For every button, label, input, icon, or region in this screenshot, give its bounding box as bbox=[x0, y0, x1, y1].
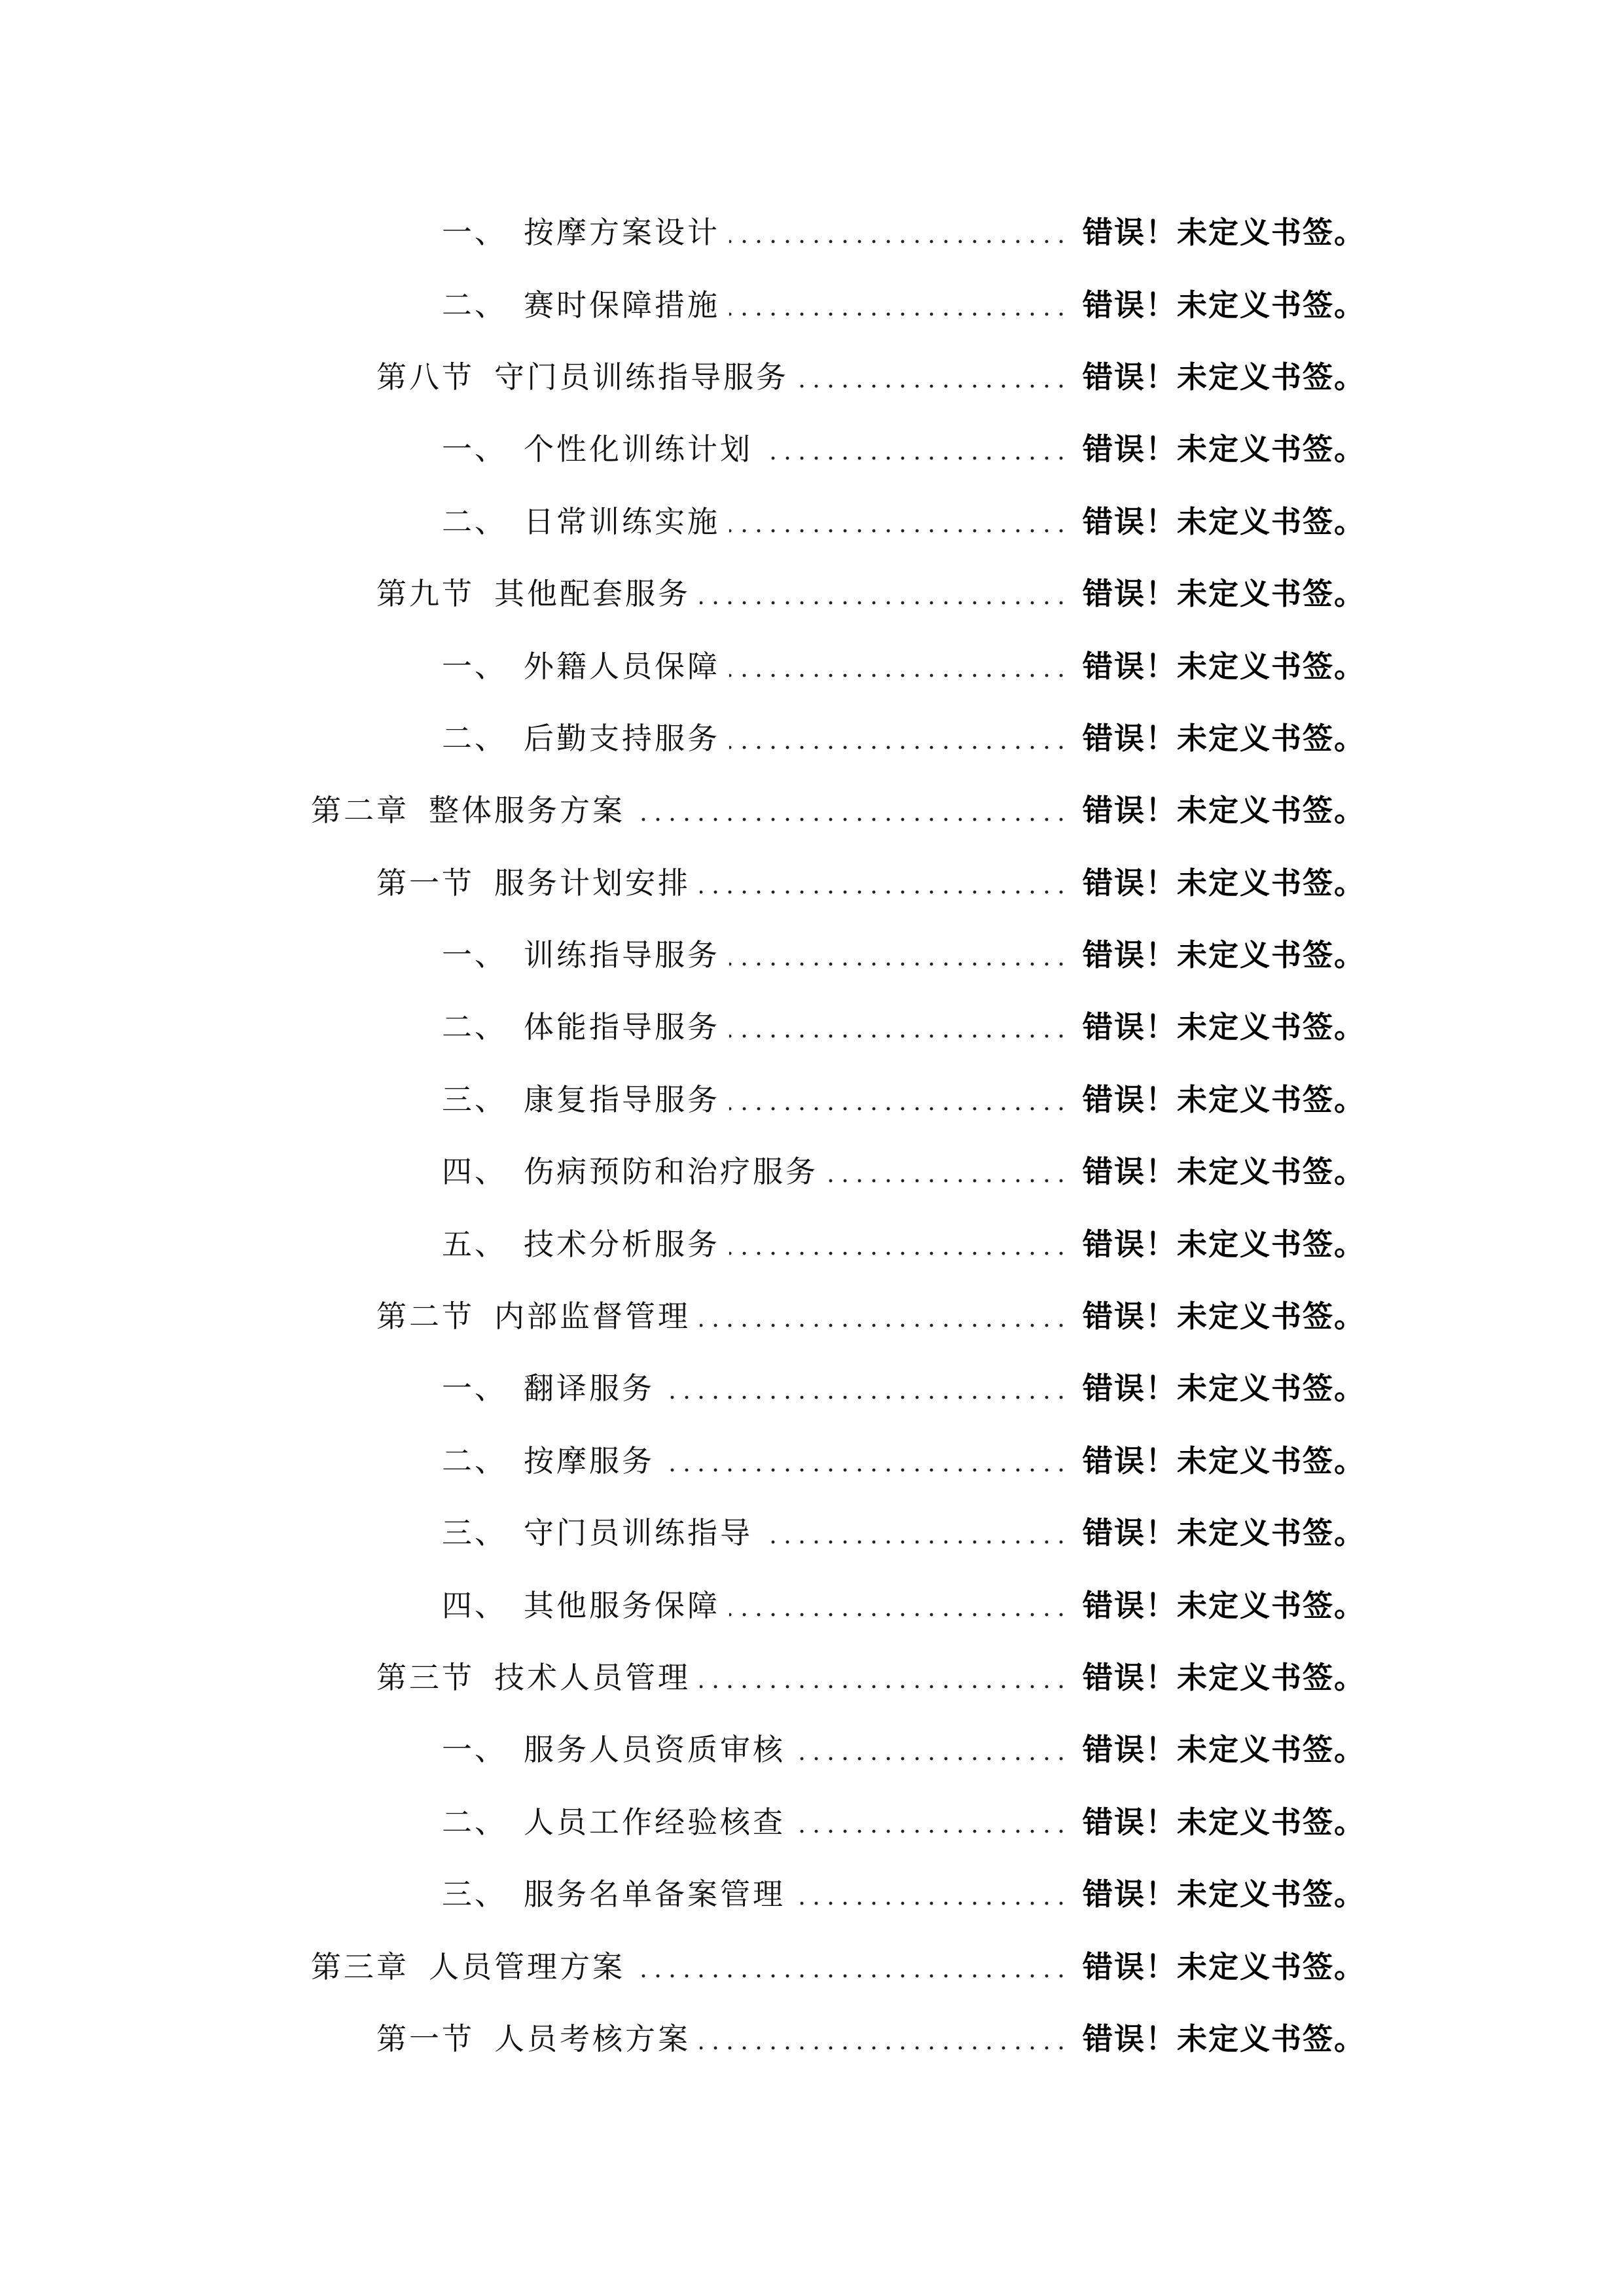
toc-entry-title: 守门员训练指导 bbox=[524, 1515, 753, 1551]
toc-dot-leader bbox=[729, 1021, 1068, 1051]
toc-entry-number: 一、 bbox=[442, 1371, 507, 1407]
toc-dot-leader bbox=[795, 1816, 1068, 1846]
toc-dot-leader bbox=[729, 1238, 1068, 1268]
toc-dot-leader bbox=[729, 299, 1068, 329]
toc-entry-title: 守门员训练指导服务 bbox=[494, 359, 789, 395]
toc-entry[interactable] bbox=[0, 196, 1624, 268]
toc-entry[interactable] bbox=[0, 630, 1624, 702]
toc-entry-title: 人员考核方案 bbox=[494, 2020, 691, 2056]
toc-dot-leader bbox=[700, 1310, 1068, 1340]
toc-dot-leader bbox=[729, 1600, 1068, 1630]
toc-entry[interactable] bbox=[0, 1064, 1624, 1136]
toc-entry-number: 三、 bbox=[442, 1876, 507, 1912]
toc-entry-number: 第三节 bbox=[376, 1660, 475, 1695]
toc-entry-page-reference: 错误！未定义书签。 bbox=[1083, 503, 1365, 539]
toc-entry[interactable] bbox=[0, 413, 1624, 485]
toc-dot-leader bbox=[634, 1961, 1068, 1991]
toc-dot-leader bbox=[795, 1888, 1068, 1918]
toc-dot-leader bbox=[729, 226, 1068, 257]
toc-entry-number: 二、 bbox=[442, 503, 507, 539]
toc-entry-page-reference: 错误！未定义书签。 bbox=[1083, 865, 1365, 901]
toc-dot-leader bbox=[700, 2033, 1068, 2063]
toc-entry-page-reference: 错误！未定义书签。 bbox=[1083, 1732, 1365, 1768]
toc-entry[interactable] bbox=[0, 268, 1624, 340]
toc-entry-number: 四、 bbox=[442, 1154, 507, 1190]
toc-entry-page-reference: 错误！未定义书签。 bbox=[1083, 720, 1365, 756]
toc-entry[interactable] bbox=[0, 1280, 1624, 1352]
toc-entry[interactable] bbox=[0, 486, 1624, 558]
toc-entry-title: 外籍人员保障 bbox=[524, 648, 720, 684]
toc-entry[interactable] bbox=[0, 1858, 1624, 1930]
toc-entry-number: 第三章 bbox=[311, 1948, 409, 1984]
toc-entry-number: 三、 bbox=[442, 1081, 507, 1117]
toc-entry[interactable] bbox=[0, 774, 1624, 846]
toc-entry-number: 一、 bbox=[442, 1732, 507, 1768]
toc-entry-number: 二、 bbox=[442, 720, 507, 756]
toc-entry-title: 其他服务保障 bbox=[524, 1587, 720, 1623]
toc-entry-page-reference: 错误！未定义书签。 bbox=[1083, 2020, 1365, 2056]
toc-entry-number: 第八节 bbox=[376, 359, 475, 395]
toc-entry[interactable] bbox=[0, 2003, 1624, 2075]
toc-entry[interactable] bbox=[0, 702, 1624, 774]
toc-entry-number: 四、 bbox=[442, 1587, 507, 1623]
toc-entry-page-reference: 错误！未定义书签。 bbox=[1083, 1515, 1365, 1551]
toc-entry-page-reference: 错误！未定义书签。 bbox=[1083, 1081, 1365, 1117]
toc-entry-title: 人员工作经验核查 bbox=[524, 1804, 785, 1840]
toc-entry-number: 一、 bbox=[442, 937, 507, 973]
toc-entry-number: 二、 bbox=[442, 287, 507, 323]
toc-entry[interactable] bbox=[0, 1641, 1624, 1713]
toc-entry-title: 翻译服务 bbox=[524, 1371, 655, 1407]
toc-entry[interactable] bbox=[0, 919, 1624, 991]
toc-entry-page-reference: 错误！未定义书签。 bbox=[1083, 215, 1365, 251]
toc-entry-number: 第二节 bbox=[376, 1299, 475, 1335]
toc-entry[interactable] bbox=[0, 1352, 1624, 1424]
toc-entry-number: 第九节 bbox=[376, 576, 475, 612]
toc-entry-number: 二、 bbox=[442, 1009, 507, 1045]
toc-entry-page-reference: 错误！未定义书签。 bbox=[1083, 1587, 1365, 1623]
toc-entry-number: 五、 bbox=[442, 1226, 507, 1262]
table-of-contents bbox=[0, 196, 1624, 2075]
toc-dot-leader bbox=[729, 660, 1068, 691]
toc-dot-leader bbox=[729, 732, 1068, 762]
toc-entry-title: 整体服务方案 bbox=[429, 793, 625, 829]
toc-entry-title: 服务人员资质审核 bbox=[524, 1732, 785, 1768]
toc-entry-title: 服务名单备案管理 bbox=[524, 1876, 785, 1912]
toc-entry-number: 第一节 bbox=[376, 865, 475, 901]
toc-entry-title: 人员管理方案 bbox=[429, 1948, 625, 1984]
toc-entry-title: 技术分析服务 bbox=[524, 1226, 720, 1262]
toc-entry-page-reference: 错误！未定义书签。 bbox=[1083, 576, 1365, 612]
toc-dot-leader bbox=[634, 804, 1068, 834]
toc-entry-page-reference: 错误！未定义书签。 bbox=[1083, 1948, 1365, 1984]
toc-entry[interactable] bbox=[0, 1786, 1624, 1858]
toc-entry-title: 服务计划安排 bbox=[494, 865, 691, 901]
toc-entry-title: 日常训练实施 bbox=[524, 503, 720, 539]
toc-dot-leader bbox=[762, 443, 1068, 473]
toc-entry-number: 二、 bbox=[442, 1443, 507, 1479]
toc-entry-number: 一、 bbox=[442, 648, 507, 684]
toc-entry-page-reference: 错误！未定义书签。 bbox=[1083, 359, 1365, 395]
toc-dot-leader bbox=[827, 1166, 1068, 1196]
toc-entry-page-reference: 错误！未定义书签。 bbox=[1083, 1876, 1365, 1912]
toc-entry-title: 康复指导服务 bbox=[524, 1081, 720, 1117]
toc-entry-title: 个性化训练计划 bbox=[524, 431, 753, 467]
toc-dot-leader bbox=[762, 1527, 1068, 1557]
toc-entry-title: 伤病预防和治疗服务 bbox=[524, 1154, 818, 1190]
toc-entry-title: 按摩服务 bbox=[524, 1443, 655, 1479]
toc-entry-number: 二、 bbox=[442, 1804, 507, 1840]
toc-entry-page-reference: 错误！未定义书签。 bbox=[1083, 937, 1365, 973]
toc-dot-leader bbox=[729, 949, 1068, 979]
toc-entry-page-reference: 错误！未定义书签。 bbox=[1083, 431, 1365, 467]
toc-entry-page-reference: 错误！未定义书签。 bbox=[1083, 1226, 1365, 1262]
toc-entry[interactable] bbox=[0, 1713, 1624, 1785]
toc-entry-title: 后勤支持服务 bbox=[524, 720, 720, 756]
toc-entry-page-reference: 错误！未定义书签。 bbox=[1083, 1371, 1365, 1407]
toc-entry[interactable] bbox=[0, 1425, 1624, 1497]
toc-dot-leader bbox=[729, 1094, 1068, 1124]
toc-dot-leader bbox=[700, 877, 1068, 907]
toc-entry-number: 三、 bbox=[442, 1515, 507, 1551]
toc-dot-leader bbox=[700, 1672, 1068, 1702]
toc-dot-leader bbox=[700, 588, 1068, 618]
toc-dot-leader bbox=[795, 1744, 1068, 1774]
toc-entry[interactable] bbox=[0, 1497, 1624, 1569]
toc-entry-title: 其他配套服务 bbox=[494, 576, 691, 612]
toc-entry[interactable] bbox=[0, 341, 1624, 413]
toc-entry-page-reference: 错误！未定义书签。 bbox=[1083, 1443, 1365, 1479]
toc-entry-title: 技术人员管理 bbox=[494, 1660, 691, 1695]
toc-entry-title: 按摩方案设计 bbox=[524, 215, 720, 251]
toc-entry-number: 一、 bbox=[442, 431, 507, 467]
toc-entry[interactable] bbox=[0, 1208, 1624, 1280]
toc-entry-title: 内部监督管理 bbox=[494, 1299, 691, 1335]
toc-entry[interactable] bbox=[0, 1930, 1624, 2002]
toc-entry-number: 第一节 bbox=[376, 2020, 475, 2056]
toc-entry-page-reference: 错误！未定义书签。 bbox=[1083, 1299, 1365, 1335]
toc-entry-page-reference: 错误！未定义书签。 bbox=[1083, 1154, 1365, 1190]
toc-entry-title: 训练指导服务 bbox=[524, 937, 720, 973]
toc-entry-number: 一、 bbox=[442, 215, 507, 251]
toc-entry-page-reference: 错误！未定义书签。 bbox=[1083, 1804, 1365, 1840]
toc-entry[interactable] bbox=[0, 847, 1624, 919]
toc-entry-page-reference: 错误！未定义书签。 bbox=[1083, 648, 1365, 684]
toc-entry[interactable] bbox=[0, 1136, 1624, 1208]
toc-entry[interactable] bbox=[0, 991, 1624, 1063]
toc-entry-page-reference: 错误！未定义书签。 bbox=[1083, 1009, 1365, 1045]
toc-entry-number: 第二章 bbox=[311, 793, 409, 829]
toc-dot-leader bbox=[664, 1382, 1068, 1412]
toc-entry-page-reference: 错误！未定义书签。 bbox=[1083, 793, 1365, 829]
toc-dot-leader bbox=[729, 516, 1068, 546]
toc-dot-leader bbox=[798, 371, 1068, 401]
toc-entry-title: 体能指导服务 bbox=[524, 1009, 720, 1045]
toc-entry[interactable] bbox=[0, 1569, 1624, 1641]
toc-entry[interactable] bbox=[0, 558, 1624, 630]
toc-entry-page-reference: 错误！未定义书签。 bbox=[1083, 287, 1365, 323]
toc-entry-page-reference: 错误！未定义书签。 bbox=[1083, 1660, 1365, 1695]
toc-entry-title: 赛时保障措施 bbox=[524, 287, 720, 323]
toc-dot-leader bbox=[664, 1455, 1068, 1485]
